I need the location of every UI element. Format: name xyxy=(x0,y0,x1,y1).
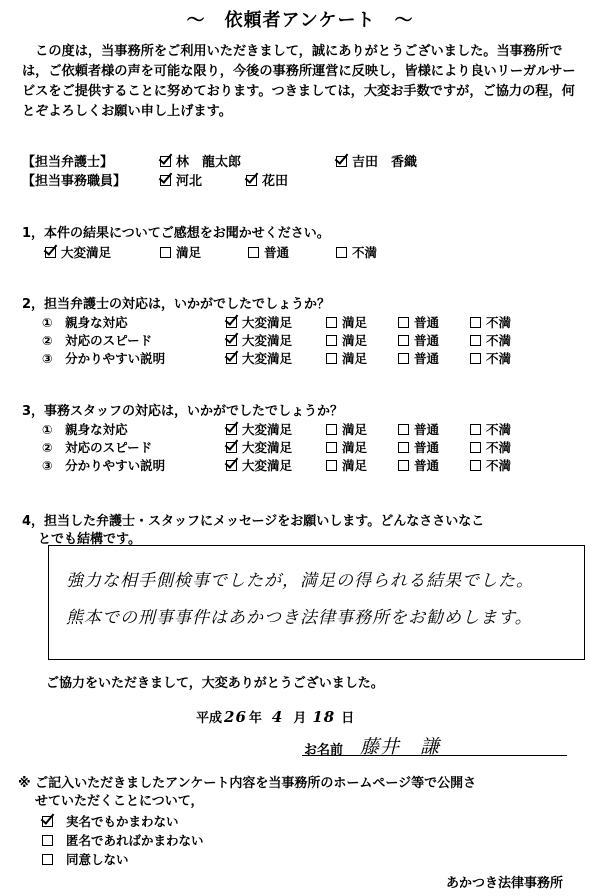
q2-2-option-2[interactable] xyxy=(326,331,367,349)
publish-note-cont: せていただくことについて， xyxy=(22,794,204,809)
checkbox-icon[interactable] xyxy=(246,175,257,186)
option-label: 満足 xyxy=(176,245,202,260)
q4-question: 4，担当した弁護士・スタッフにメッセージをお願いします。どんなささいなこ xyxy=(22,514,485,529)
checkbox-icon[interactable] xyxy=(398,353,409,364)
checkbox-icon[interactable] xyxy=(398,317,409,328)
option-label: 不満 xyxy=(486,422,512,437)
option-label: 不満 xyxy=(486,440,512,455)
clerk-label: 【担当事務職員】 xyxy=(22,174,127,189)
option-label: 満足 xyxy=(342,422,368,437)
checkbox-icon[interactable] xyxy=(470,460,481,471)
checkbox-icon[interactable] xyxy=(226,424,237,435)
checkbox-icon[interactable] xyxy=(42,835,53,846)
q3-1-option-4[interactable] xyxy=(470,420,511,438)
clerk-option-2[interactable] xyxy=(246,170,288,189)
q3-question: 3，事務スタッフの対応は，いかがでしたでしょうか？ xyxy=(22,404,344,419)
option-label: 満足 xyxy=(342,315,368,330)
clerk-name-2: 花田 xyxy=(262,174,289,189)
lawyer-name-1: 林 龍太郎 xyxy=(176,155,242,170)
checkbox-icon[interactable] xyxy=(326,442,337,453)
option-label: 大変満足 xyxy=(61,245,112,260)
option-label: 大変満足 xyxy=(242,422,293,437)
q3-item-label: ③ 分かりやすい説明 xyxy=(42,458,166,473)
checkbox-icon[interactable] xyxy=(470,442,481,453)
lawyer-option-2[interactable] xyxy=(336,151,417,170)
q3-2-option-2[interactable] xyxy=(326,438,367,456)
q2-question: 2，担当弁護士の対応は，いかがでしたでしょうか？ xyxy=(22,297,331,312)
checkbox-icon[interactable] xyxy=(398,424,409,435)
consent-option-3[interactable] xyxy=(42,850,129,868)
option-label: 大変満足 xyxy=(242,333,293,348)
q2-1-option-4[interactable] xyxy=(470,313,511,331)
q3-item-label: ② 対応のスピード xyxy=(42,440,153,455)
intro-paragraph: この度は，当事務所をご利用いただきまして，誠にありがとうございました。当事務所では，ご依頼者様の声を可能な限り，今後の事務所運営に反映し，皆様により良いリーガルサービスをご提供することに努めております。つきましては，大変お手数ですが，ご協力の程，何とぞよろしくお願い申し上げます。 xyxy=(22,44,576,119)
checkbox-icon[interactable] xyxy=(326,335,337,346)
option-label: 普通 xyxy=(414,351,440,366)
q2-item-label: ① 親身な対応 xyxy=(42,315,128,330)
date-day-unit: 日 xyxy=(341,711,355,726)
checkbox-icon[interactable] xyxy=(226,317,237,328)
checkbox-icon[interactable] xyxy=(248,247,259,258)
checkbox-icon[interactable] xyxy=(42,854,53,865)
q2-3-option-1[interactable] xyxy=(226,349,292,367)
checkbox-icon[interactable] xyxy=(326,353,337,364)
option-label: 不満 xyxy=(486,315,512,330)
checkbox-icon[interactable] xyxy=(398,335,409,346)
q3-item-label: ① 親身な対応 xyxy=(42,422,128,437)
option-label: 普通 xyxy=(414,458,440,473)
option-label: 満足 xyxy=(342,351,368,366)
checkbox-icon[interactable] xyxy=(470,353,481,364)
checkbox-icon[interactable] xyxy=(470,335,481,346)
q3-3-option-2[interactable] xyxy=(326,456,367,474)
checkbox-icon[interactable] xyxy=(398,442,409,453)
option-label: 普通 xyxy=(414,440,440,455)
q1-question: 1，本件の結果についてご感想をお聞かせください。 xyxy=(22,226,330,241)
option-label: 大変満足 xyxy=(242,315,293,330)
checkbox-icon[interactable] xyxy=(398,460,409,471)
option-label: 大変満足 xyxy=(242,458,293,473)
date-era: 平成 xyxy=(196,711,223,726)
lawyer-label: 【担当弁護士】 xyxy=(22,155,114,170)
checkbox-icon[interactable] xyxy=(226,335,237,346)
q2-2-option-3[interactable] xyxy=(398,331,439,349)
date-day: 18 xyxy=(312,708,336,726)
date-month-unit: 月 xyxy=(293,711,307,726)
checkbox-icon[interactable] xyxy=(326,317,337,328)
consent-option-1[interactable] xyxy=(42,812,179,830)
q3-2-option-3[interactable] xyxy=(398,438,439,456)
checkbox-icon[interactable] xyxy=(336,247,347,258)
q3-1-option-3[interactable] xyxy=(398,420,439,438)
q2-2-option-4[interactable] xyxy=(470,331,511,349)
date-line xyxy=(196,707,354,726)
option-label: 普通 xyxy=(414,422,440,437)
checkbox-icon[interactable] xyxy=(470,424,481,435)
checkbox-icon[interactable] xyxy=(326,424,337,435)
lawyer-name-2: 吉田 香織 xyxy=(352,155,418,170)
q2-1-option-3[interactable] xyxy=(398,313,439,331)
q2-3-option-3[interactable] xyxy=(398,349,439,367)
survey-title: 〜 依頼者アンケート 〜 xyxy=(186,10,414,31)
date-month: 4 xyxy=(271,708,284,726)
option-label: 実名でもかまわない xyxy=(66,814,179,829)
q2-1-option-1[interactable] xyxy=(226,313,292,331)
date-year: 26 xyxy=(224,708,247,726)
q2-1-option-2[interactable] xyxy=(326,313,367,331)
date-year-unit: 年 xyxy=(248,711,262,726)
clerk-option-1[interactable] xyxy=(160,170,202,189)
checkbox-icon[interactable] xyxy=(326,460,337,471)
name-underline xyxy=(302,755,567,756)
option-label: 満足 xyxy=(342,440,368,455)
q3-3-option-1[interactable] xyxy=(226,456,292,474)
consent-option-2[interactable] xyxy=(42,831,204,849)
checkbox-icon[interactable] xyxy=(45,247,56,258)
option-label: 普通 xyxy=(264,245,290,260)
publish-note: ※ ご記入いただきましたアンケート内容を当事務所のホームページ等で公開さ xyxy=(18,776,477,791)
checkbox-icon[interactable] xyxy=(226,460,237,471)
lawyer-option-1[interactable] xyxy=(160,151,241,170)
option-label: 不満 xyxy=(486,333,512,348)
office-name: あかつき法律事務所 xyxy=(446,876,564,891)
q2-item-label: ② 対応のスピード xyxy=(42,333,153,348)
q1-option-4[interactable] xyxy=(336,243,377,261)
q1-option-3[interactable] xyxy=(248,243,289,261)
message-line-1: 強力な相手側検事でしたが，満足の得られる結果でした。 xyxy=(66,571,534,591)
q1-option-1[interactable] xyxy=(45,243,111,261)
option-label: 普通 xyxy=(414,315,440,330)
checkbox-icon[interactable] xyxy=(160,175,171,186)
checkbox-icon[interactable] xyxy=(226,353,237,364)
name-label: お名前 xyxy=(304,743,344,758)
thanks-text: ご協力をいただきまして，大変ありがとうございました。 xyxy=(46,676,384,691)
checkbox-icon[interactable] xyxy=(470,317,481,328)
checkbox-icon[interactable] xyxy=(160,247,171,258)
clerk-name-1: 河北 xyxy=(176,174,203,189)
q2-3-option-2[interactable] xyxy=(326,349,367,367)
q2-2-option-1[interactable] xyxy=(226,331,292,349)
q3-3-option-3[interactable] xyxy=(398,456,439,474)
option-label: 同意しない xyxy=(66,852,129,867)
q2-3-option-4[interactable] xyxy=(470,349,511,367)
checkbox-icon[interactable] xyxy=(226,442,237,453)
q1-option-2[interactable] xyxy=(160,243,201,261)
checkbox-icon[interactable] xyxy=(160,156,171,167)
q3-1-option-1[interactable] xyxy=(226,420,292,438)
option-label: 満足 xyxy=(342,333,368,348)
q3-2-option-1[interactable] xyxy=(226,438,292,456)
checkbox-icon[interactable] xyxy=(42,816,53,827)
option-label: 不満 xyxy=(486,351,512,366)
option-label: 匿名であればかまわない xyxy=(66,833,204,848)
message-line-2: 熊本での刑事事件はあかつき法律事務所をお勧めします。 xyxy=(66,608,533,628)
q3-2-option-4[interactable] xyxy=(470,438,511,456)
option-label: 大変満足 xyxy=(242,440,293,455)
q2-item-label: ③ 分かりやすい説明 xyxy=(42,351,166,366)
option-label: 不満 xyxy=(352,245,378,260)
name-value: 藤井 謙 xyxy=(360,736,441,758)
q3-1-option-2[interactable] xyxy=(326,420,367,438)
option-label: 大変満足 xyxy=(242,351,293,366)
checkbox-icon[interactable] xyxy=(336,156,347,167)
option-label: 満足 xyxy=(342,458,368,473)
q3-3-option-4[interactable] xyxy=(470,456,511,474)
q4-question-cont: とでも結構です。 xyxy=(38,532,141,547)
option-label: 普通 xyxy=(414,333,440,348)
option-label: 不満 xyxy=(486,458,512,473)
